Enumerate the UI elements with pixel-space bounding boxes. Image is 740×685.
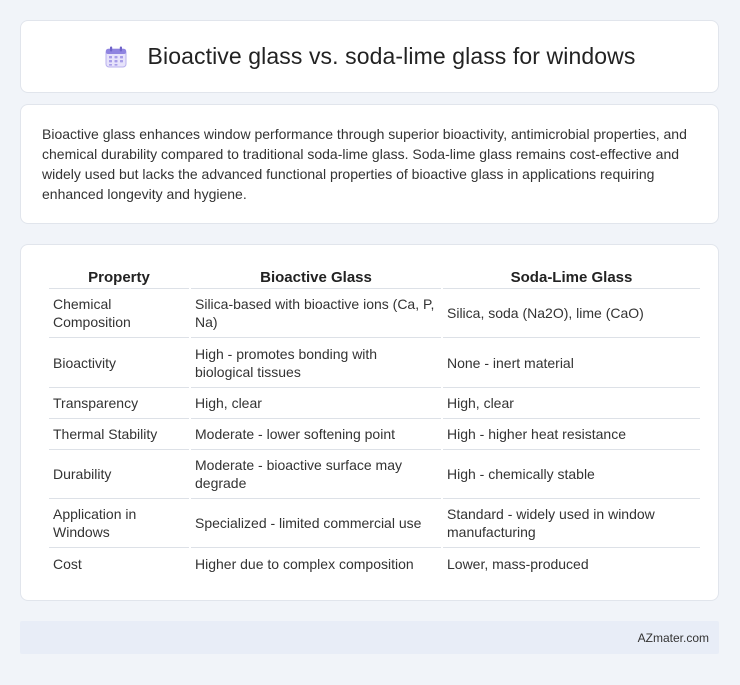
cell-soda-lime: Standard - widely used in window manufacturing [443,499,700,548]
cell-soda-lime: Silica, soda (Na2O), lime (CaO) [443,289,700,338]
cell-property: Durability [49,450,189,499]
cell-property: Application in Windows [49,499,189,548]
table-row [49,548,700,579]
cell-property: Thermal Stability [49,419,189,450]
summary-paragraph: Bioactive glass enhances window performance through superior bioactivity, antimicrobial properties, and chemical durability compared to traditional soda-lime glass. Soda-lime glass remains cost-effective and widely used but lacks the advanced functional properties of bioactive glass in applications requiring enhanced longevity and hygiene. [42,126,687,202]
cell-bioactive: Moderate - lower softening point [191,419,441,450]
cell-property: Bioactivity [49,338,189,388]
cell-property: Cost [53,555,82,572]
header-property: Property [49,264,189,289]
page-title: Bioactive glass vs. soda-lime glass for windows [147,43,636,69]
table-row [49,338,700,388]
cell-bioactive: Moderate - bioactive surface may degrade [191,450,441,499]
table-row [49,450,700,499]
title-row [104,43,636,70]
cell-property: Chemical Composition [49,289,189,338]
cell-bioactive: Specialized - limited commercial use [191,499,441,548]
header-bioactive-glass: Bioactive Glass [191,264,441,289]
table-header-row [49,264,700,289]
table-row [49,388,700,419]
table-row [49,499,700,548]
cell-bioactive: Higher due to complex composition [195,555,414,572]
comparison-table-card [20,244,719,601]
cell-bioactive: Silica-based with bioactive ions (Ca, P, Na) [191,289,441,338]
cell-soda-lime: High - higher heat resistance [443,419,700,450]
title-card [20,20,719,93]
cell-property: Transparency [49,388,189,419]
cell-soda-lime: High - chemically stable [443,450,700,499]
cell-soda-lime: Lower, mass-produced [447,555,589,572]
comparison-table [47,264,702,579]
footer-site-name: AZmater.com [637,630,709,645]
cell-soda-lime: High, clear [443,388,700,419]
cell-soda-lime: None - inert material [443,338,700,388]
footer-bar [20,621,719,654]
table-row [49,289,700,338]
cell-bioactive: High - promotes bonding with biological tissues [191,338,441,388]
table-row [49,419,700,450]
summary-card [20,104,719,224]
header-soda-lime-glass: Soda-Lime Glass [443,264,700,289]
cell-bioactive: High, clear [191,388,441,419]
calendar-icon [104,45,128,69]
